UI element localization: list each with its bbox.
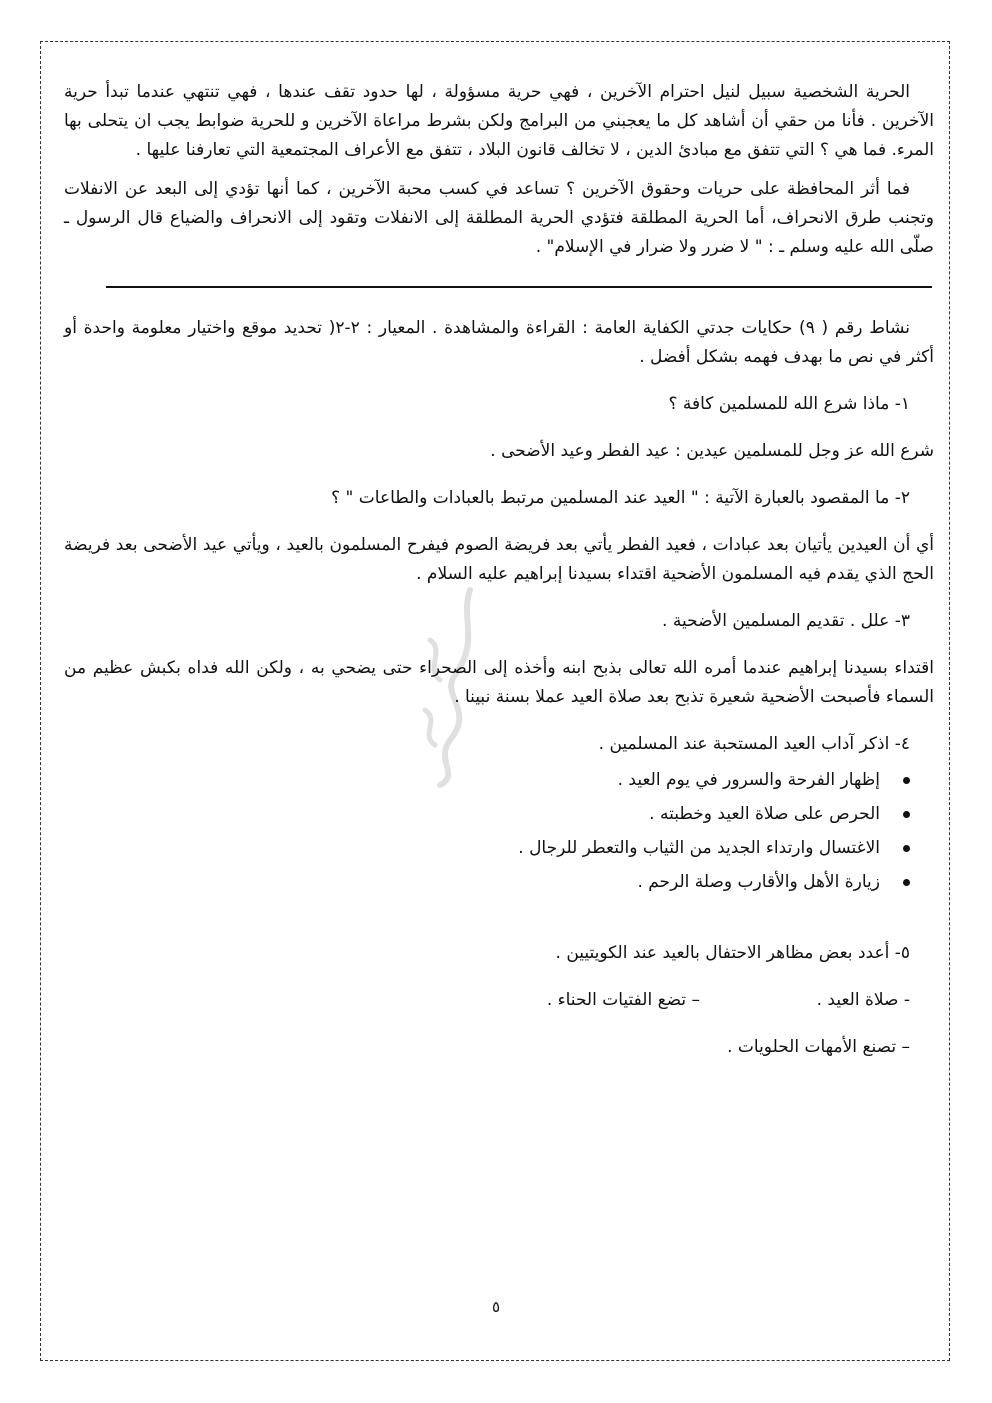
question-3: ٣- علل . تقديم المسلمين الأضحية . <box>662 611 910 631</box>
list-item: الحرص على صلاة العيد وخطبته . <box>64 797 910 831</box>
intro-paragraph-1: الحرية الشخصية سبيل لنيل احترام الآخرين ، فهي حرية مسؤولة ، لها حدود تقف عندها ، فهي تنتهي عندما تبدأ حرية الآخرين . فأنا من حقي أن أشاهد كل ما يعجبني من البرامج ولكن بشرط مراعاة الآخرين و للحرية ضوابط يجب ان يتحلى بها المرء. فما هي ؟ التي تتفق مع مبادئ الدين ، لا تخالف قانون البلاد ، تتفق مع الأعراف المجتمعية التي تعارفنا عليها . <box>64 82 934 160</box>
answer-3: اقتداء بسيدنا إبراهيم عندما أمره الله تعالى بذبح ابنه وأخذه إلى الصحراء حتى يضحي به ، ولكن الله فداه بكبش عظيم من السماء فأصبحت الأضحية شعيرة تذبح بعد صلاة العيد عملا بسنة نبينا . <box>64 658 934 707</box>
answer-2: أي أن العيدين يأتيان بعد عبادات ، فعيد الفطر يأتي بعد فريضة الصوم فيفرح المسلمون بالعيد ، ويأتي عيد الأضحى بعد فريضة الحج الذي يقدم فيه المسلمون الأضحية اقتداء بسيدنا إبراهيم عليه السلام . <box>64 535 934 584</box>
question-4: ٤- اذكر آداب العيد المستحبة عند المسلمين . <box>598 734 910 754</box>
celebration-item-3: – تصنع الأمهات الحلويات . <box>727 1037 910 1057</box>
section-divider <box>106 286 932 288</box>
page-content <box>64 78 934 1062</box>
question-5: ٥- أعدد بعض مظاهر الاحتفال بالعيد عند الكويتيين . <box>555 943 910 963</box>
list-item: الاغتسال وارتداء الجديد من الثياب والتعطر للرجال . <box>64 831 910 865</box>
page-number: ٥ <box>491 1298 501 1316</box>
celebration-row <box>64 986 934 1015</box>
intro-paragraph-2: فما أثر المحافظة على حريات وحقوق الآخرين ؟ تساعد في كسب محبة الآخرين ، كما أنها تؤدي إلى البعد عن الانفلات وتجنب طرق الانحراف، أما الحرية المطلقة فتؤدي الحرية المطلقة إلى الانفلات وتقود إلى الانحراف والضياع قال الرسول ـ صلّى الله عليه وسلم ـ : " لا ضرر ولا ضرار في الإسلام" . <box>64 179 934 257</box>
activity-header: نشاط رقم ( ٩) حكايات جدتي الكفاية العامة : القراءة والمشاهدة . المعيار : ٢-٢( تحديد موقع واختيار معلومة واحدة أو أكثر في نص ما بهدف فهمه بشكل أفضل . <box>64 318 934 367</box>
question-2: ٢- ما المقصود بالعبارة الآتية : " العيد عند المسلمين مرتبط بالعبادات والطاعات " ؟ <box>331 488 910 508</box>
etiquette-list <box>64 763 934 899</box>
list-item: زيارة الأهل والأقارب وصلة الرحم . <box>64 865 910 899</box>
answer-1: شرع الله عز وجل للمسلمين عيدين : عيد الفطر وعيد الأضحى . <box>490 441 934 461</box>
question-1: ١- ماذا شرع الله للمسلمين كافة ؟ <box>668 394 910 414</box>
list-item: إظهار الفرحة والسرور في يوم العيد . <box>64 763 910 797</box>
celebration-item-1: - صلاة العيد . <box>816 990 910 1010</box>
celebration-item-2: – تضع الفتيات الحناء . <box>546 990 700 1010</box>
